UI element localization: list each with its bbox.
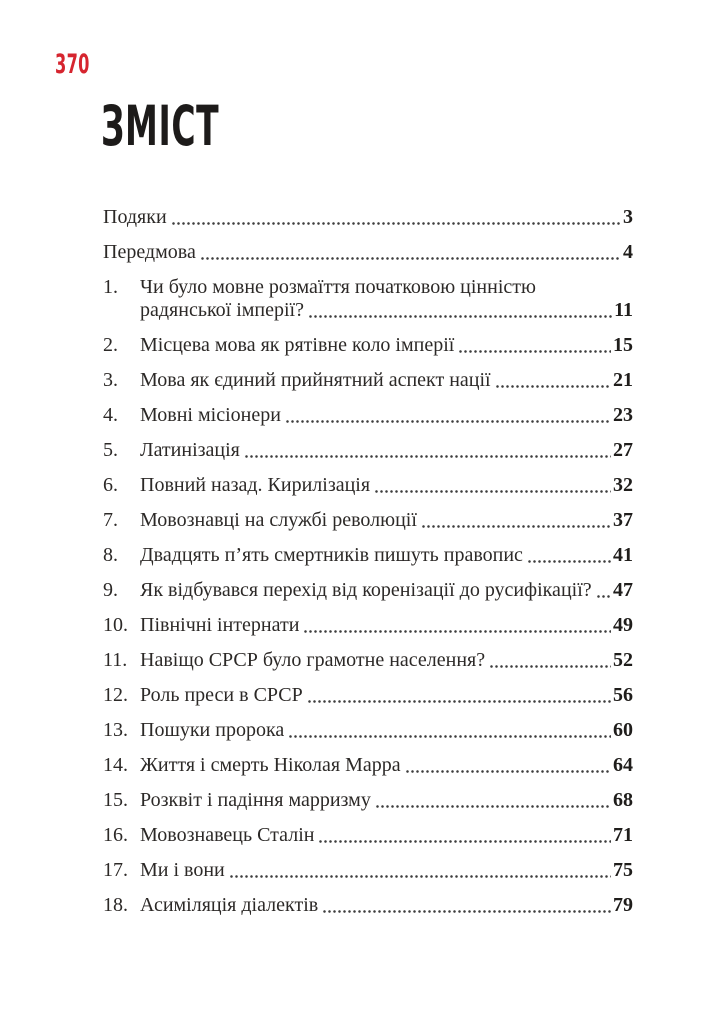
toc-entry — [103, 859, 633, 882]
toc-entry-body — [140, 544, 633, 567]
dotted-leader — [374, 490, 611, 493]
dotted-leader — [495, 385, 611, 388]
toc-entry-last-line — [140, 474, 633, 497]
toc-entry-title: Життя і смерть Ніколая Марра — [140, 754, 401, 776]
toc-entry-page-number: 4 — [623, 241, 633, 263]
toc-entry-last-line — [103, 206, 633, 229]
toc-entry-last-line — [140, 544, 633, 567]
toc-entry-last-line — [140, 439, 633, 462]
toc-entry-page-number: 64 — [613, 754, 633, 776]
dotted-leader — [421, 525, 611, 528]
toc-entry — [103, 206, 633, 229]
toc-entry — [103, 649, 633, 672]
dotted-leader — [229, 875, 611, 878]
toc-entry-number: 10. — [103, 614, 128, 636]
dotted-leader — [244, 455, 611, 458]
dotted-leader — [288, 735, 611, 738]
toc-entry-body — [140, 614, 633, 637]
toc-entry-body — [140, 649, 633, 672]
dotted-leader — [458, 350, 611, 353]
toc-entry-page-number: 56 — [613, 684, 633, 706]
toc-entry-last-line — [140, 579, 633, 602]
toc-entry-number: 9. — [103, 579, 118, 601]
toc-entry-last-line — [140, 369, 633, 392]
toc-entry-title: Двадцять п’ять смертників пишуть правопис — [140, 544, 523, 566]
toc-entry-title: Навіщо СРСР було грамотне населення? — [140, 649, 486, 671]
toc-entry-title: Місцева мова як рятівне коло імперії — [140, 334, 455, 356]
toc-entry-number: 15. — [103, 789, 128, 811]
toc-entry-body — [140, 754, 633, 777]
toc-entry-page-number: 79 — [613, 894, 633, 916]
toc-entry-number: 3. — [103, 369, 118, 391]
toc-entry-body — [140, 684, 633, 707]
dotted-leader — [527, 560, 611, 563]
toc-entry-body — [103, 241, 633, 264]
toc-entry-last-line — [140, 404, 633, 427]
toc-entry-body — [140, 579, 633, 602]
toc-entry-body — [140, 276, 633, 322]
toc-entry-title: Мовознавці на службі революції — [140, 509, 417, 531]
dotted-leader — [405, 770, 611, 773]
dotted-leader — [303, 630, 611, 633]
toc-entry-number: 5. — [103, 439, 118, 461]
toc-entry — [103, 719, 633, 742]
toc-entry-body — [140, 474, 633, 497]
toc-entry-last-line — [140, 299, 633, 322]
toc-entry-page-number: 52 — [613, 649, 633, 671]
toc-entry-last-line — [140, 754, 633, 777]
toc-entry-last-line — [103, 241, 633, 264]
toc-entry-last-line — [140, 859, 633, 882]
toc-entry — [103, 789, 633, 812]
dotted-leader — [171, 222, 621, 225]
toc-entry-title-line: Чи було мовне розмаїття початковою цінністю — [140, 276, 536, 298]
toc-entry — [103, 334, 633, 357]
toc-entry-body — [140, 439, 633, 462]
dotted-leader — [307, 700, 611, 703]
toc-entry — [103, 544, 633, 567]
toc-entry-page-number: 15 — [613, 334, 633, 356]
toc-entry-last-line — [140, 509, 633, 532]
toc-entry-title: Повний назад. Кирилізація — [140, 474, 371, 496]
dotted-leader — [489, 665, 611, 668]
toc-entry-title: Розквіт і падіння марризму — [140, 789, 371, 811]
toc-entry-number: 14. — [103, 754, 128, 776]
toc-entry-number: 2. — [103, 334, 118, 356]
dotted-leader — [322, 910, 611, 913]
toc-entry-last-line — [140, 684, 633, 707]
toc-entry-title: Асиміляція діалектів — [140, 894, 319, 916]
toc-entry-last-line — [140, 649, 633, 672]
toc-entry-number: 13. — [103, 719, 128, 741]
toc-entry-last-line — [140, 824, 633, 847]
toc-entry-page-number: 23 — [613, 404, 633, 426]
toc-entry-page-number: 60 — [613, 719, 633, 741]
dotted-leader — [318, 840, 611, 843]
dotted-leader — [285, 420, 611, 423]
toc-entry-page-number: 32 — [613, 474, 633, 496]
toc-entry-number: 6. — [103, 474, 118, 496]
toc-entry-title: радянської імперії? — [140, 299, 304, 321]
toc-entry — [103, 439, 633, 462]
toc-entry-number: 18. — [103, 894, 128, 916]
toc-entry-title: Мовознавець Сталін — [140, 824, 315, 846]
toc-entry-body — [140, 369, 633, 392]
toc-entry-body — [140, 719, 633, 742]
toc-entry-page-number: 68 — [613, 789, 633, 811]
page-folio-number: 370 — [55, 49, 90, 80]
dotted-leader — [375, 805, 611, 808]
toc-entry-wrapped-lines — [140, 276, 633, 299]
toc-entry-number: 11. — [103, 649, 128, 671]
toc-entry-body — [140, 789, 633, 812]
table-of-contents — [103, 206, 633, 929]
toc-entry-body — [103, 206, 633, 229]
toc-entry-number: 4. — [103, 404, 118, 426]
toc-entry-number: 1. — [103, 276, 118, 298]
toc-entry-page-number: 41 — [613, 544, 633, 566]
toc-entry — [103, 369, 633, 392]
toc-entry-title: Північні інтернати — [140, 614, 300, 636]
dotted-leader — [200, 257, 621, 260]
toc-entry-number: 16. — [103, 824, 128, 846]
toc-entry-title: Подяки — [103, 206, 167, 228]
toc-entry-body — [140, 334, 633, 357]
toc-entry — [103, 579, 633, 602]
toc-entry-page-number: 71 — [613, 824, 633, 846]
toc-entry-page-number: 11 — [614, 299, 633, 321]
toc-entry — [103, 474, 633, 497]
toc-entry-title: Як відбувався перехід від коренізації до русифікації? — [140, 579, 592, 601]
toc-entry-page-number: 47 — [613, 579, 633, 601]
dotted-leader — [308, 315, 612, 318]
toc-entry — [103, 824, 633, 847]
toc-entry-title: Передмова — [103, 241, 196, 263]
toc-entry-last-line — [140, 894, 633, 917]
toc-entry-number: 17. — [103, 859, 128, 881]
toc-entry — [103, 509, 633, 532]
toc-entry-body — [140, 894, 633, 917]
toc-entry-title: Латинізація — [140, 439, 240, 461]
toc-entry-title: Пошуки пророка — [140, 719, 285, 741]
toc-entry-page-number: 21 — [613, 369, 633, 391]
toc-entry-title: Роль преси в СРСР — [140, 684, 303, 706]
toc-entry — [103, 241, 633, 264]
toc-entry — [103, 894, 633, 917]
toc-entry-page-number: 37 — [613, 509, 633, 531]
toc-entry — [103, 276, 633, 322]
dotted-leader — [596, 595, 611, 598]
toc-entry — [103, 614, 633, 637]
toc-entry-last-line — [140, 789, 633, 812]
toc-entry-title: Мова як єдиний прийнятний аспект нації — [140, 369, 491, 391]
toc-entry-page-number: 49 — [613, 614, 633, 636]
page-title: ЗМІСТ — [101, 94, 220, 158]
toc-entry — [103, 404, 633, 427]
toc-entry-page-number: 3 — [623, 206, 633, 228]
toc-entry-number: 7. — [103, 509, 118, 531]
toc-entry-title: Ми і вони — [140, 859, 225, 881]
toc-entry-title: Мовні місіонери — [140, 404, 281, 426]
toc-entry-body — [140, 404, 633, 427]
toc-entry-page-number: 75 — [613, 859, 633, 881]
toc-entry — [103, 684, 633, 707]
toc-entry-number: 8. — [103, 544, 118, 566]
toc-entry-last-line — [140, 614, 633, 637]
toc-entry-body — [140, 824, 633, 847]
toc-entry-page-number: 27 — [613, 439, 633, 461]
toc-entry-last-line — [140, 719, 633, 742]
toc-entry-last-line — [140, 334, 633, 357]
toc-entry-body — [140, 509, 633, 532]
toc-entry-number: 12. — [103, 684, 128, 706]
toc-entry — [103, 754, 633, 777]
toc-entry-body — [140, 859, 633, 882]
